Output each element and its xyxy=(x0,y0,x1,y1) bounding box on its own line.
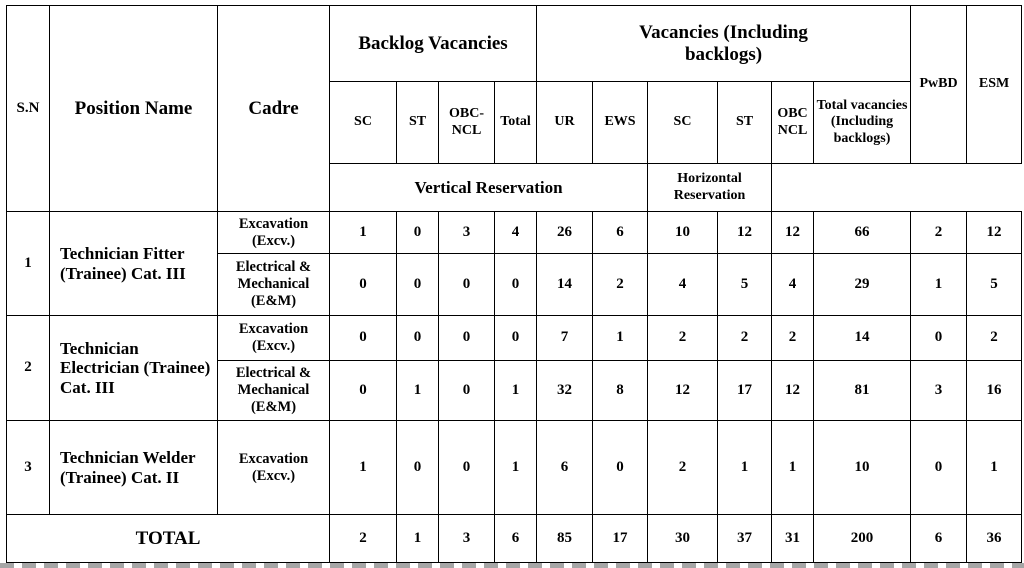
total-value-cell: 6 xyxy=(495,515,537,563)
total-value-cell: 36 xyxy=(967,515,1022,563)
backlog-subheader: Total xyxy=(495,82,537,164)
value-cell: 0 xyxy=(330,361,397,421)
value-cell: 12 xyxy=(967,212,1022,254)
value-cell: 2 xyxy=(967,316,1022,361)
row-sn: 2 xyxy=(7,316,50,421)
cadre-cell: Excavation (Excv.) xyxy=(218,421,330,515)
vacancy-subheader: UR xyxy=(537,82,593,164)
vacancy-subheader: Total vacancies (Including backlogs) xyxy=(814,82,911,164)
value-cell: 3 xyxy=(911,361,967,421)
value-cell: 1 xyxy=(911,254,967,316)
value-cell: 4 xyxy=(648,254,718,316)
total-value-cell: 37 xyxy=(718,515,772,563)
total-value-cell: 30 xyxy=(648,515,718,563)
value-cell: 32 xyxy=(537,361,593,421)
esm-header: ESM xyxy=(967,6,1022,164)
position-name: Technician Fitter (Trainee) Cat. III xyxy=(50,212,218,316)
total-value-cell: 17 xyxy=(593,515,648,563)
sn-header: S.N xyxy=(7,6,50,212)
position-name: Technician Electrician (Trainee) Cat. III xyxy=(50,316,218,421)
position-name: Technician Welder (Trainee) Cat. II xyxy=(50,421,218,515)
value-cell: 0 xyxy=(593,421,648,515)
value-cell: 16 xyxy=(967,361,1022,421)
value-cell: 0 xyxy=(439,316,495,361)
cadre-cell: Excavation (Excv.) xyxy=(218,212,330,254)
total-value-cell: 6 xyxy=(911,515,967,563)
vacancy-subheader: SC xyxy=(648,82,718,164)
value-cell: 4 xyxy=(495,212,537,254)
value-cell: 81 xyxy=(814,361,911,421)
value-cell: 1 xyxy=(330,212,397,254)
vertical-reservation-header: Vertical Reservation xyxy=(330,164,648,212)
position-name-header: Position Name xyxy=(50,6,218,212)
total-value-cell: 3 xyxy=(439,515,495,563)
backlog-subheader: SC xyxy=(330,82,397,164)
value-cell: 0 xyxy=(397,254,439,316)
total-row xyxy=(7,515,1022,563)
value-cell: 0 xyxy=(397,421,439,515)
total-value-cell: 2 xyxy=(330,515,397,563)
value-cell: 1 xyxy=(495,421,537,515)
value-cell: 1 xyxy=(967,421,1022,515)
vacancies-including-backlogs-header: Vacancies (Including backlogs) xyxy=(537,6,911,82)
backlog-subheader: OBC-NCL xyxy=(439,82,495,164)
value-cell: 0 xyxy=(911,421,967,515)
value-cell: 0 xyxy=(439,421,495,515)
value-cell: 1 xyxy=(593,316,648,361)
value-cell: 1 xyxy=(397,361,439,421)
value-cell: 2 xyxy=(648,421,718,515)
value-cell: 7 xyxy=(537,316,593,361)
vacancy-subheader: EWS xyxy=(593,82,648,164)
value-cell: 0 xyxy=(330,316,397,361)
horizontal-reservation-header: Horizontal Reservation xyxy=(648,164,772,212)
cadre-header: Cadre xyxy=(218,6,330,212)
value-cell: 17 xyxy=(718,361,772,421)
value-cell: 14 xyxy=(814,316,911,361)
value-cell: 5 xyxy=(718,254,772,316)
cadre-cell: Excavation (Excv.) xyxy=(218,316,330,361)
value-cell: 0 xyxy=(330,254,397,316)
vacancy-table xyxy=(6,5,1022,563)
value-cell: 1 xyxy=(718,421,772,515)
value-cell: 6 xyxy=(593,212,648,254)
value-cell: 26 xyxy=(537,212,593,254)
total-value-cell: 31 xyxy=(772,515,814,563)
total-label: TOTAL xyxy=(7,515,330,563)
cadre-cell: Electrical & Mechanical (E&M) xyxy=(218,361,330,421)
value-cell: 29 xyxy=(814,254,911,316)
value-cell: 0 xyxy=(397,316,439,361)
value-cell: 14 xyxy=(537,254,593,316)
cadre-cell: Electrical & Mechanical (E&M) xyxy=(218,254,330,316)
value-cell: 0 xyxy=(439,361,495,421)
value-cell: 0 xyxy=(495,316,537,361)
backlog-subheader: ST xyxy=(397,82,439,164)
table-row xyxy=(7,421,1022,515)
value-cell: 2 xyxy=(648,316,718,361)
value-cell: 10 xyxy=(814,421,911,515)
value-cell: 12 xyxy=(772,212,814,254)
row-sn: 1 xyxy=(7,212,50,316)
backlog-vacancies-header: Backlog Vacancies xyxy=(330,6,537,82)
value-cell: 2 xyxy=(772,316,814,361)
value-cell: 2 xyxy=(593,254,648,316)
total-value-cell: 1 xyxy=(397,515,439,563)
value-cell: 12 xyxy=(718,212,772,254)
total-value-cell: 85 xyxy=(537,515,593,563)
value-cell: 1 xyxy=(495,361,537,421)
value-cell: 6 xyxy=(537,421,593,515)
value-cell: 0 xyxy=(911,316,967,361)
table-row xyxy=(7,316,1022,361)
value-cell: 3 xyxy=(439,212,495,254)
value-cell: 10 xyxy=(648,212,718,254)
table-row xyxy=(7,212,1022,254)
value-cell: 1 xyxy=(330,421,397,515)
value-cell: 0 xyxy=(495,254,537,316)
value-cell: 5 xyxy=(967,254,1022,316)
value-cell: 0 xyxy=(397,212,439,254)
value-cell: 1 xyxy=(772,421,814,515)
value-cell: 4 xyxy=(772,254,814,316)
value-cell: 2 xyxy=(911,212,967,254)
vacancy-subheader: OBC NCL xyxy=(772,82,814,164)
value-cell: 12 xyxy=(772,361,814,421)
pwbd-header: PwBD xyxy=(911,6,967,164)
value-cell: 12 xyxy=(648,361,718,421)
value-cell: 66 xyxy=(814,212,911,254)
value-cell: 0 xyxy=(439,254,495,316)
value-cell: 8 xyxy=(593,361,648,421)
total-value-cell: 200 xyxy=(814,515,911,563)
value-cell: 2 xyxy=(718,316,772,361)
cropped-text-line xyxy=(0,563,1024,568)
row-sn: 3 xyxy=(7,421,50,515)
vacancy-subheader: ST xyxy=(718,82,772,164)
